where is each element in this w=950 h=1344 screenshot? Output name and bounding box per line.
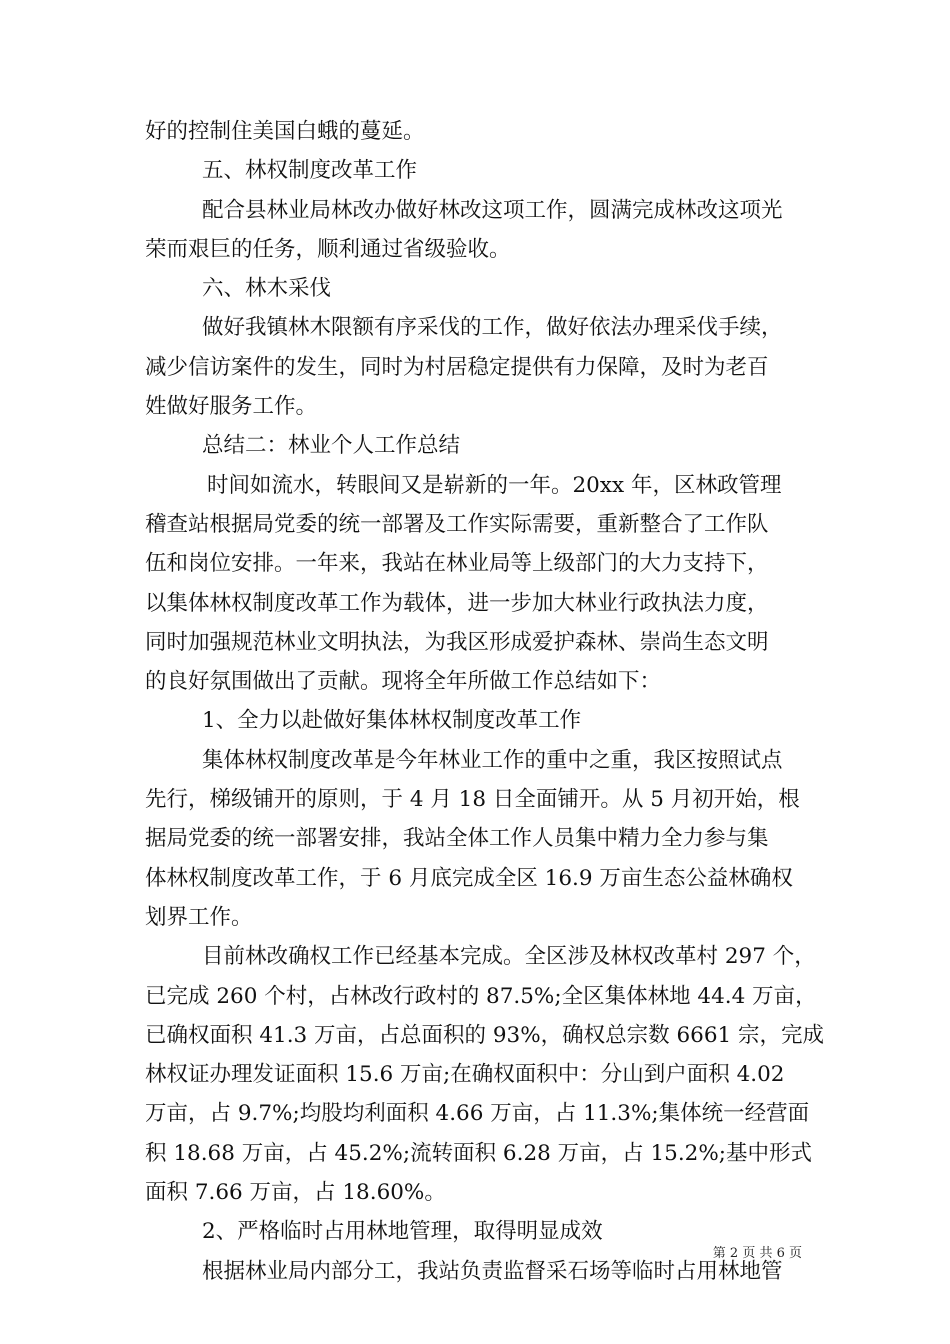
paragraph-line: 林权证办理发证面积 15.6 万亩;在确权面积中：分山到户面积 4.02 — [145, 1062, 785, 1088]
section-heading: 总结二：林业个人工作总结 — [202, 433, 461, 459]
paragraph-line: 先行，梯级铺开的原则，于 4 月 18 日全面铺开。从 5 月初开始，根 — [145, 787, 800, 813]
paragraph-line: 以集体林权制度改革工作为载体，进一步加大林业行政执法力度， — [145, 590, 769, 616]
paragraph-line: 做好我镇林木限额有序采伐的工作，做好依法办理采伐手续， — [202, 315, 783, 341]
section-heading: 2、严格临时占用林地管理，取得明显成效 — [202, 1219, 603, 1245]
paragraph-line: 目前林改确权工作已经基本完成。全区涉及林权改革村 297 个， — [202, 944, 816, 970]
paragraph-line: 已确权面积 41.3 万亩，占总面积的 93%，确权总宗数 6661 宗，完成 — [145, 1022, 825, 1048]
paragraph-line: 伍和岗位安排。一年来，我站在林业局等上级部门的大力支持下， — [145, 551, 769, 577]
page-number: 第 2 页 共 6 页 — [712, 1246, 802, 1261]
paragraph-line: 据局党委的统一部署安排，我站全体工作人员集中精力全力参与集 — [145, 826, 769, 852]
paragraph-line: 面积 7.66 万亩，占 18.60%。 — [145, 1180, 446, 1206]
paragraph-line: 积 18.68 万亩，占 45.2%;流转面积 6.28 万亩，占 15.2%;基中形式 — [145, 1140, 813, 1166]
paragraph-line: 配合县林业局林改办做好林改这项工作，圆满完成林改这项光 — [202, 197, 783, 223]
paragraph-line: 的良好氛围做出了贡献。现将全年所做工作总结如下： — [145, 669, 662, 695]
paragraph-line: 体林权制度改革工作，于 6 月底完成全区 16.9 万亩生态公益林确权 — [145, 865, 793, 891]
section-heading: 六、林木采伐 — [202, 276, 332, 302]
text-line: 好的控制住美国白蛾的蔓延。 — [145, 119, 425, 144]
document-body — [145, 112, 825, 1291]
paragraph-line: 万亩，占 9.7%;均股均利面积 4.66 万亩，占 11.3%;集体统一经营面 — [145, 1101, 810, 1127]
section-heading: 1、全力以赴做好集体林权制度改革工作 — [202, 708, 582, 734]
paragraph-line: 划界工作。 — [145, 904, 253, 930]
paragraph-line: 荣而艰巨的任务，顺利通过省级验收。 — [145, 236, 511, 262]
paragraph-line: 姓做好服务工作。 — [145, 394, 318, 420]
paragraph-line: 减少信访案件的发生，同时为村居稳定提供有力保障，及时为老百 — [145, 354, 769, 380]
paragraph-line: 同时加强规范林业文明执法，为我区形成爱护森林、崇尚生态文明 — [145, 629, 769, 655]
paragraph-line: 稽查站根据局党委的统一部署及工作实际需要，重新整合了工作队 — [145, 511, 769, 537]
paragraph-line: 时间如流水，转眼间又是崭新的一年。20xx 年，区林政管理 — [207, 472, 782, 498]
paragraph-line: 集体林权制度改革是今年林业工作的重中之重，我区按照试点 — [202, 747, 783, 773]
section-heading: 五、林权制度改革工作 — [202, 158, 418, 184]
paragraph-line: 根据林业局内部分工，我站负责监督采石场等临时占用林地管 — [202, 1258, 783, 1284]
paragraph-line: 已完成 260 个村，占林改行政村的 87.5%;全区集体林地 44.4 万亩， — [145, 983, 817, 1009]
